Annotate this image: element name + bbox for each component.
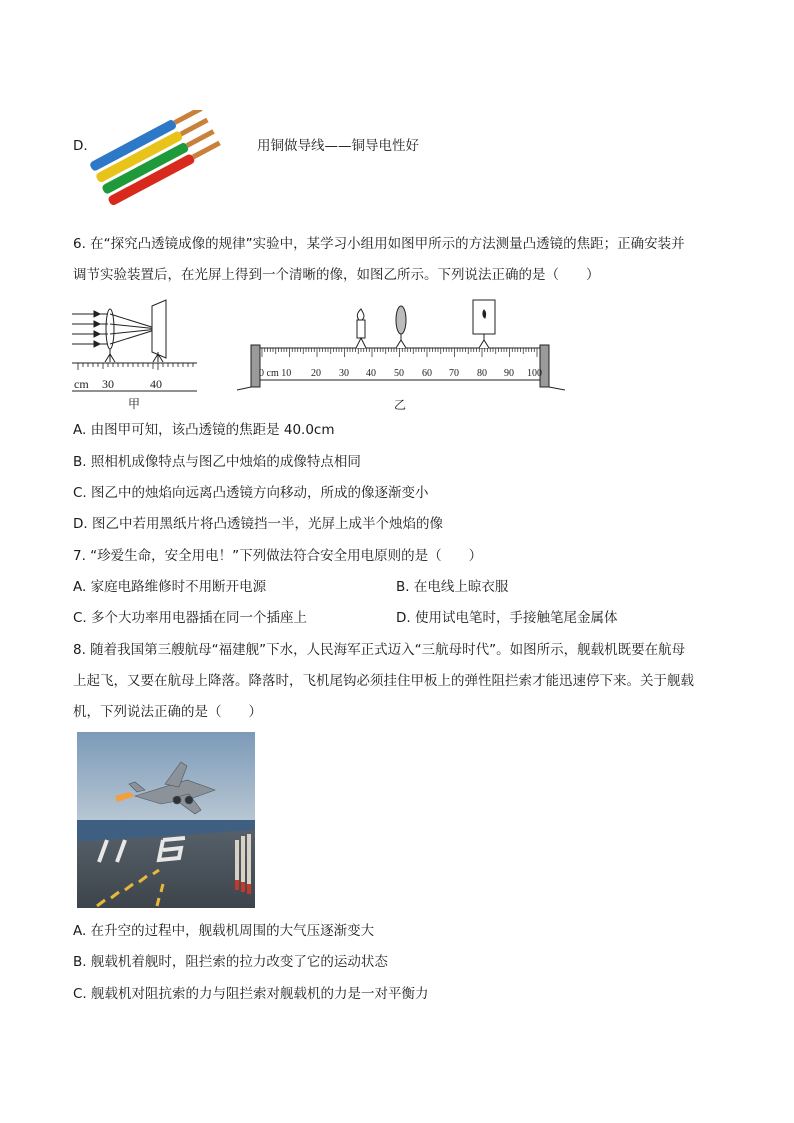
q7-option-a: A. 家庭电路维修时不用断开电源 xyxy=(73,579,267,595)
jia-unit: cm xyxy=(74,377,89,391)
yi-tick-50: 50 xyxy=(394,368,404,379)
q8-option-c: C. 舰载机对阻抗索的力与阻拦索对舰载机的力是一对平衡力 xyxy=(73,986,429,1002)
yi-tick-90: 90 xyxy=(504,368,514,379)
q6-option-b: B. 照相机成像特点与图乙中烛焰的成像特点相同 xyxy=(73,454,361,470)
q7-option-d: D. 使用试电笔时，手接触笔尾金属体 xyxy=(396,610,618,626)
jia-caption: 甲 xyxy=(128,397,141,411)
q6-option-a: A. 由图甲可知，该凸透镜的焦距是 40.0cm xyxy=(73,422,335,438)
yi-caption: 乙 xyxy=(394,398,407,412)
q8-option-b: B. 舰载机着舰时，阻拦索的拉力改变了它的运动状态 xyxy=(73,954,388,970)
yi-tick-70: 70 xyxy=(449,368,459,379)
q7-option-b: B. 在电线上晾衣服 xyxy=(396,579,509,595)
yi-tick-40: 40 xyxy=(366,368,376,379)
jia-tick-30: 30 xyxy=(102,377,114,391)
figure-jia xyxy=(70,298,205,413)
carrier-jet-photo xyxy=(77,732,255,908)
yi-tick-100: 100 xyxy=(527,368,542,379)
yi-tick-0: 0 cm 10 xyxy=(259,368,292,379)
yi-tick-30: 30 xyxy=(339,368,349,379)
yi-tick-60: 60 xyxy=(422,368,432,379)
q6-option-d: D. 图乙中若用黑纸片将凸透镜挡一半，光屏上成半个烛焰的像 xyxy=(73,516,443,532)
yi-tick-80: 80 xyxy=(477,368,487,379)
option-d-text: 用铜做导线——铜导电性好 xyxy=(257,138,419,154)
q8-stem-line1: 8. 随着我国第三艘航母“福建舰”下水，人民海军正式迈入“三航母时代”。如图所示，舰载机既要在航母 xyxy=(73,642,686,658)
q6-stem-line1: 6. 在“探究凸透镜成像的规律”实验中，某学习小组用如图甲所示的方法测量凸透镜的焦距；正确安装并 xyxy=(73,236,685,252)
light-screen xyxy=(473,300,495,348)
wires-image xyxy=(90,110,230,205)
candle xyxy=(356,309,366,348)
q7-stem: 7. “珍爱生命，安全用电！”下列做法符合安全用电原则的是（ ） xyxy=(73,548,483,564)
convex-lens xyxy=(396,306,406,348)
q8-option-a: A. 在升空的过程中，舰载机周围的大气压逐渐变大 xyxy=(73,923,375,939)
q8-stem-line2: 上起飞，又要在航母上降落。降落时，飞机尾钩必须挂住甲板上的弹性阻拦索才能迅速停下来。关于舰载 xyxy=(73,673,694,689)
q8-stem-line3: 机，下列说法正确的是（ ） xyxy=(73,704,262,720)
figure-yi xyxy=(235,298,570,413)
jia-tick-40: 40 xyxy=(150,377,162,391)
q6-stem-line2: 调节实验装置后，在光屏上得到一个清晰的像，如图乙所示。下列说法正确的是（ ） xyxy=(73,267,600,283)
q7-option-c: C. 多个大功率用电器插在同一个插座上 xyxy=(73,610,308,626)
option-d-letter: D. xyxy=(73,138,88,154)
q6-option-c: C. 图乙中的烛焰向远离凸透镜方向移动，所成的像逐渐变小 xyxy=(73,485,429,501)
yi-tick-20: 20 xyxy=(311,368,321,379)
